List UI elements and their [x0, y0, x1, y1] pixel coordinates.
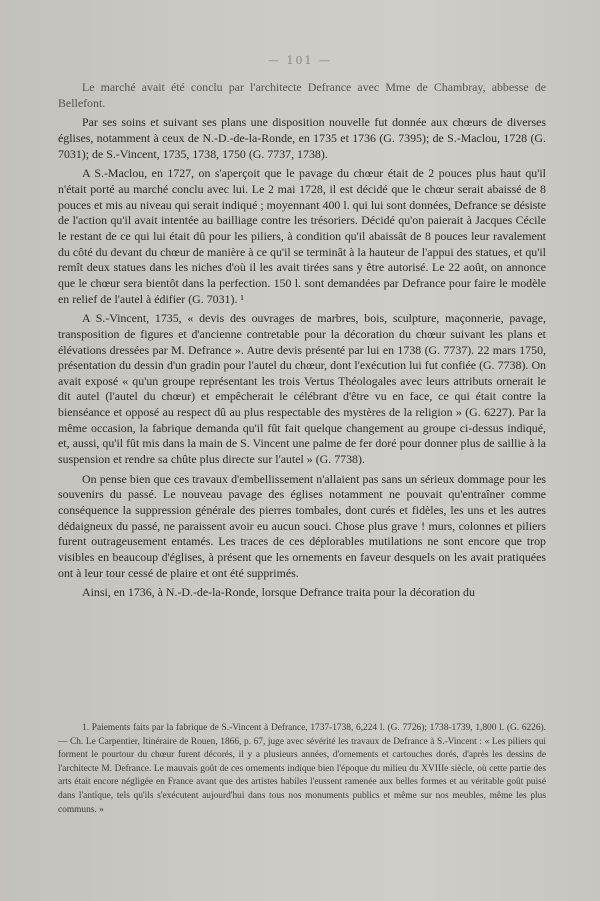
paragraph-2: Par ses soins et suivant ses plans une disposition nouvelle fut donnée aux chœurs de diverses églises, notamment à ceux de N.-D.-de-la-Ronde, en 1735 et 1736 (G. 7395); de S.-Maclou, 1728 (G. 7031); de S.-Vincent, 1735, 1738, 1750 (G. 7737, 1738).: [58, 115, 546, 161]
paragraph-6: Ainsi, en 1736, à N.-D.-de-la-Ronde, lorsque Defrance traita pour la décoration du: [82, 585, 475, 600]
page-number: — 101 —: [268, 54, 332, 67]
footnote-1: 1. Paiements faits par la fabrique de S.-Vincent à Defrance, 1737-1738, 6,224 l. (G. 7726); 1738-1739, 1,800 l. (G. 6226). — Ch. Le Carpentier, Itinéraire de Rouen, 1866, p. 67, juge avec sévérité les travaux de Defrance à S.-Vincent : « Les piliers qui forment le pourtour du chœur furent décorés, il y a plusieurs années, d'ornements et cartouches dorés, d'après les dessins de l'architecte M. Defrance. Le mauvais goût de ces ornements indique bien l'époque du milieu du XVIIIe siècle, où cette partie des arts était encore négligée en France avant que des artistes habiles l'eussent ramenée aux belles formes et au véritable goût puisé dans l'antique, tels qu'ils s'exécutent aujourd'hui dans tous nos monuments publics et même sur nos meubles, même les plus communs. »: [58, 723, 546, 815]
paragraph-3: A S.-Maclou, en 1727, on s'aperçoit que le pavage du chœur était de 2 pouces plus haut qu'il n'était porté au marché conclu avec lui. Le 2 mai 1728, il est décidé que le chœur serait abaissé de 8 pouces et mis au niveau qui serait indiqué ; moyennant 400 l. qui lui sont données, Defrance se désiste de l'action qu'il avait intentée au bailliage contre les trésoriers. Décidé qu'on paierait à Jacques Cécile le restant de ce qui lui était dû pour les piliers, à condition qu'il abaissât de 8 pouces leur ravalement du côté du devant du chœur de manière à ce qu'il se terminât à la hauteur de l'appui des statues, et qu'il remît deux statues dans les niches d'où il les avait tirées sans y être autorisé. Le 22 août, on annonce que le chœur sera bientôt dans la perfection. 150 l. sont demandées par Defrance pour faire le modèle en relief de l'autel à édifier (G. 7031). ¹: [58, 166, 546, 306]
footnotes: [58, 722, 546, 817]
paragraph-1: Le marché avait été conclu par l'architecte Defrance avec Mme de Chambray, abbesse de Bellefont.: [58, 80, 546, 110]
body-text: [58, 80, 546, 605]
paragraph-4: A S.-Vincent, 1735, « devis des ouvrages de marbres, bois, sculpture, maçonnerie, pavage, transposition de figures et d'ancienne contretable pour la décoration du chœur suivant les plans et élévations dressées par M. Defrance ». Autre devis présenté par lui en 1738 (G. 7737). 22 mars 1750, présentation du dessin d'un gradin pour l'autel du chœur, dont l'exécution lui fut confiée (G. 7738). On avait exposé « qu'un groupe représentant les trois Vertus Théologales avec leurs attributs ornerait le dit autel (l'autel du chœur) et empêcherait le célébrant d'être vu en face, ce qui était contre la bienséance et opposé au respect dû au plus respectable des mystères de la religion » (G. 6227). Par la même occasion, la fabrique demanda qu'il fût fait quelque changement au groupe ci-dessus indiqué, et, aussi, qu'il fût mis dans la main de S. Vincent une palme de fer doré pour donner plus de saillie à la suspension et rendre sa chûte plus directe sur l'autel » (G. 7738).: [58, 311, 546, 467]
paragraph-5: On pense bien que ces travaux d'embellissement n'allaient pas sans un sérieux dommage pour les souvenirs du passé. Le nouveau pavage des églises notamment ne pouvait qu'entraîner comme conséquence la suppression générale des pierres tombales, dont curés et fidèles, les uns et les autres dédaigneux du passé, ne paraissent avoir eu aucun souci. Chose plus grave ! murs, colonnes et piliers furent outrageusement entamés. Les traces de ces déplorables mutilations ne sont encore que trop visibles en beaucoup d'églises, à présent que les ornements en faveur desquels on les avait pratiquées ont à leur tour cessé de plaire et ont été supprimés.: [58, 471, 546, 580]
